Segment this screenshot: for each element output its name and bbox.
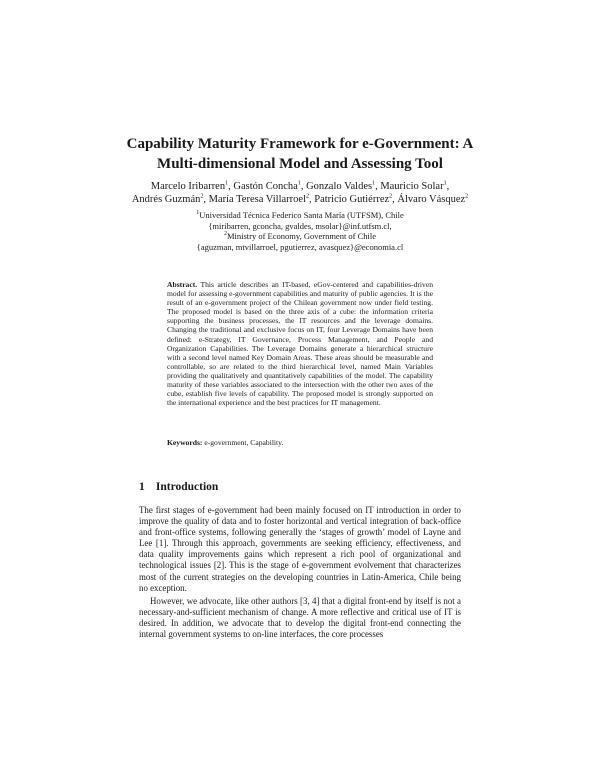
affiliations — [100, 210, 500, 252]
affiliation-2-email: {aguzman, mtvillarroel, pgutierrez, avasquez}@economia.cl — [196, 241, 404, 252]
abstract — [167, 280, 433, 407]
author-affiliation-mark: 2 — [465, 193, 469, 200]
author-affiliation-mark: 2 — [389, 193, 393, 200]
author-affiliation-mark: 2 — [305, 193, 309, 200]
author-name: Patricio Gutiérrez — [314, 194, 390, 205]
abstract-text: This article describes an IT-based, eGov-centered and capabilities-driven model for assessing e-government capabilities and maturity of public agencies. It is the result of an e-government project of the Chilean government now under field testing. The proposed model is based on the three axis of a cube: the information criteria supporting the business processes, the IT resources and the leverage domains. Changing the traditional and exclusive focus on IT, four Leverage Domains have been defined: e-Strategy, IT Governance, Process Management, and People and Organization Capabilities. The Leverage Domains generate a hierarchical structure with a second level named Key Domain Areas. These areas should be measurable and controllable, so are related to the third hierarchical level, named Main Variables providing the qualitatively and quantitatively capabilities of the model. The capability maturity of these variables associated to the intersection with the other two axes of the cube, establish five levels of capability. The proposed model is strongly supported on the international experience and the best practices for IT management. — [167, 280, 434, 408]
affiliation-1-email: {miribarren, gconcha, gvaldes, msolar}@inf.utfsm.cl, — [208, 220, 392, 231]
abstract-label: Abstract. — [167, 280, 198, 289]
title-line-1: Capability Maturity Framework for e-Government: A — [126, 136, 474, 152]
author-affiliation-mark: 1 — [225, 180, 229, 187]
author-name: Marcelo Iribarren — [150, 181, 226, 192]
section-heading — [139, 481, 459, 493]
author-line-1: Marcelo Iribarren$^1$, Gastón Concha$^1$, Gonzalo Valdes$^1$, Mauricio Solar$^1$, — [150, 180, 450, 192]
section-number: 1 — [139, 481, 145, 493]
title-line-2: Multi-dimensional Model and Assessing Tool — [157, 156, 443, 172]
author-name: Gonzalo Valdes — [306, 181, 373, 192]
author-name: María Teresa Villarroel — [208, 194, 306, 205]
section-title: Introduction — [155, 481, 219, 493]
author-name: Álvaro Vásquez — [397, 194, 466, 205]
keywords-text: e-government, Capability. — [204, 438, 284, 447]
author-name: Gastón Concha — [233, 181, 298, 192]
author-affiliation-mark: 1 — [443, 180, 447, 187]
author-list — [100, 180, 500, 206]
affiliation-mark: 1 — [196, 210, 200, 217]
affiliation-mark: 2 — [223, 231, 227, 238]
body-text — [139, 505, 461, 640]
keywords-label: Keywords: — [167, 438, 203, 447]
author-name: Andrés Guzmán — [131, 194, 201, 205]
author-line-2: Andrés Guzmán$^2$, María Teresa Villarroel$^2$, Patricio Gutiérrez$^2$, Álvaro Vásquez$^2$ — [131, 193, 469, 205]
affiliation-name: Ministry of Economy, Government of Chile — [226, 231, 377, 242]
paragraph: The first stages of e-government had been mainly focused on IT introduction in order to improve the quality of data and to foster horizontal and vertical integration of back-office and front-office systems, following generally the ‘stages of growth’ model of Layne and Lee [1]. Through this approach, governments are seeking efficiency, effectiveness, and data quality improvements gains which represent a rich pool of organizational and technological issues [2]. This is the stage of e-government evolvement that characterizes most of the current strategies on the developing countries in Latin-America, Chile being no exception. — [139, 505, 461, 593]
keywords — [167, 438, 433, 447]
affiliation-2 — [100, 231, 500, 242]
paragraph: However, we advocate, like other authors [3, 4] that a digital front-end by itself is not a necessary-and-sufficient mechanism of change. A more reflective and critical use of IT is desired. In addition, we advocate that to develop the digital front-end connecting the internal government systems to on-line interfaces, the core processes — [139, 595, 461, 640]
author-affiliation-mark: 1 — [297, 180, 301, 187]
paper-title — [100, 134, 500, 174]
affiliation-name: Universidad Técnica Federico Santa María (UTFSM), Chile — [199, 210, 404, 220]
author-affiliation-mark: 2 — [200, 193, 204, 200]
author-affiliation-mark: 1 — [372, 180, 376, 187]
affiliation-1 — [100, 210, 500, 221]
author-name: Mauricio Solar — [380, 181, 444, 192]
